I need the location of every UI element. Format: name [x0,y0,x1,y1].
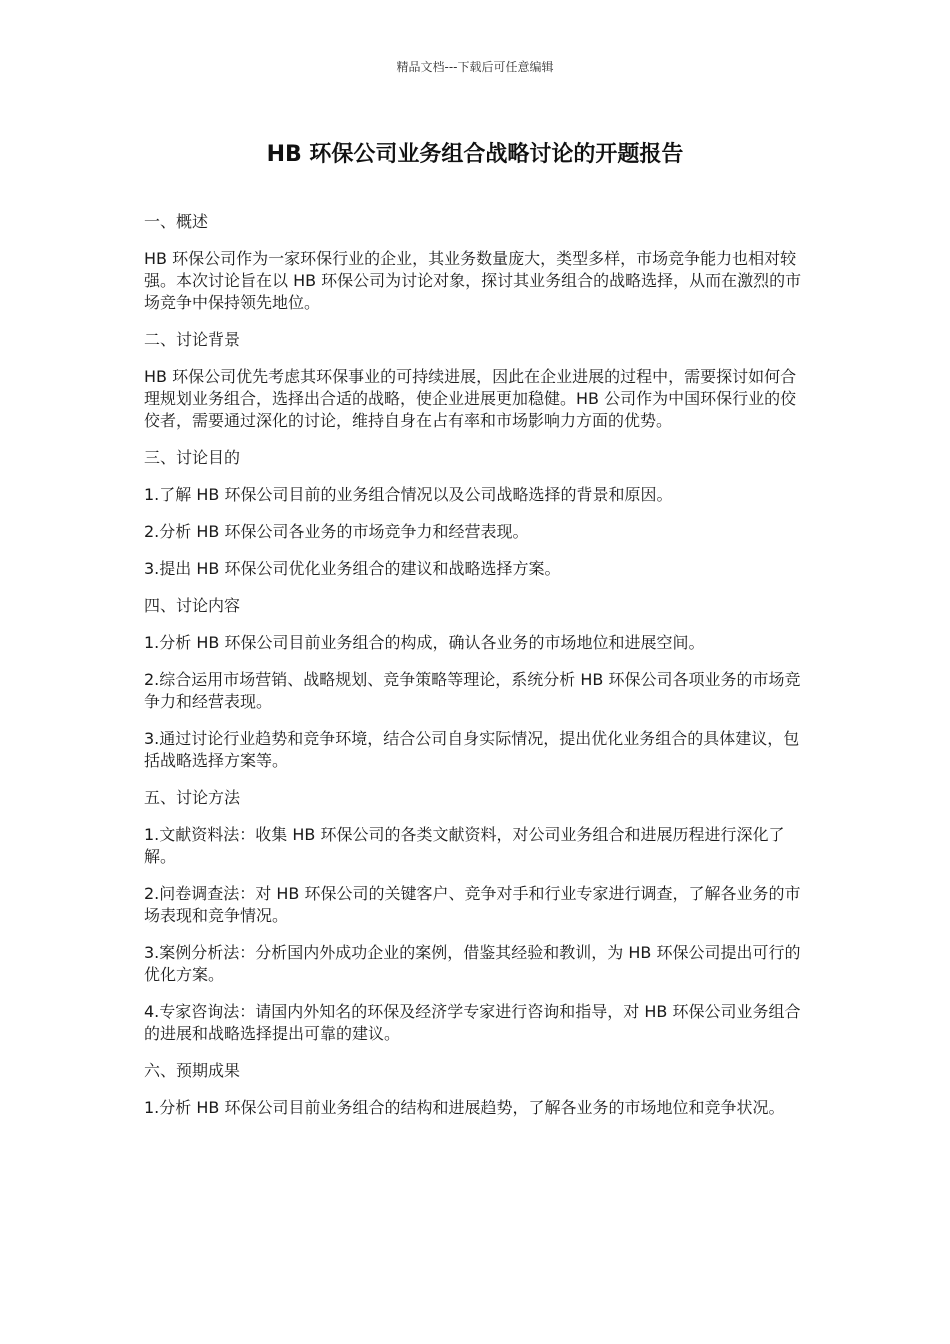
section-heading-expected-results: 六、预期成果 [144,1061,241,1080]
list-item: 3.案例分析法：分析国内外成功企业的案例，借鉴其经验和教训，为 HB 环保公司提出可行的优化方案。 [144,943,801,984]
section-heading-overview: 一、概述 [144,212,209,231]
list-item: 3.提出 HB 环保公司优化业务组合的建议和战略选择方案。 [144,559,561,578]
section-heading-content: 四、讨论内容 [144,596,241,615]
header-note: 精品文档---下载后可任意编辑 [396,60,554,74]
list-item: 1.分析 HB 环保公司目前业务组合的构成，确认各业务的市场地位和进展空间。 [144,633,705,652]
section-heading-methods: 五、讨论方法 [144,788,241,807]
document-title: HB 环保公司业务组合战略讨论的开题报告 [266,142,684,167]
list-item: 1.了解 HB 环保公司目前的业务组合情况以及公司战略选择的背景和原因。 [144,485,673,504]
list-item: 3.通过讨论行业趋势和竞争环境，结合公司自身实际情况，提出优化业务组合的具体建议，包括战略选择方案等。 [144,729,800,770]
body-paragraph: HB 环保公司作为一家环保行业的企业，其业务数量庞大，类型多样，市场竞争能力也相对较强。本次讨论旨在以 HB 环保公司为讨论对象，探讨其业务组合的战略选择，从而在激烈的市场竞争中保持领先地位。 [144,249,802,312]
document-body [144,211,809,1134]
list-item: 2.问卷调查法：对 HB 环保公司的关键客户、竞争对手和行业专家进行调查，了解各业务的市场表现和竞争情况。 [144,884,801,925]
list-item: 4.专家咨询法：请国内外知名的环保及经济学专家进行咨询和指导，对 HB 环保公司业务组合的进展和战略选择提出可靠的建议。 [144,1002,801,1043]
list-item: 2.综合运用市场营销、战略规划、竞争策略等理论，系统分析 HB 环保公司各项业务的市场竞争力和经营表现。 [144,670,801,711]
list-item: 2.分析 HB 环保公司各业务的市场竞争力和经营表现。 [144,522,529,541]
section-heading-purpose: 三、讨论目的 [144,448,241,467]
list-item: 1.文献资料法：收集 HB 环保公司的各类文献资料，对公司业务组合和进展历程进行深化了解。 [144,825,785,866]
list-item: 1.分析 HB 环保公司目前业务组合的结构和进展趋势，了解各业务的市场地位和竞争状况。 [144,1098,785,1117]
section-heading-background: 二、讨论背景 [144,330,241,349]
body-paragraph: HB 环保公司优先考虑其环保事业的可持续进展，因此在企业进展的过程中，需要探讨如何合理规划业务组合，选择出合适的战略，使企业进展更加稳健。HB 公司作为中国环保行业的佼佼者，需要通过深化的讨论，维持自身在占有率和市场影响力方面的优势。 [144,367,797,430]
